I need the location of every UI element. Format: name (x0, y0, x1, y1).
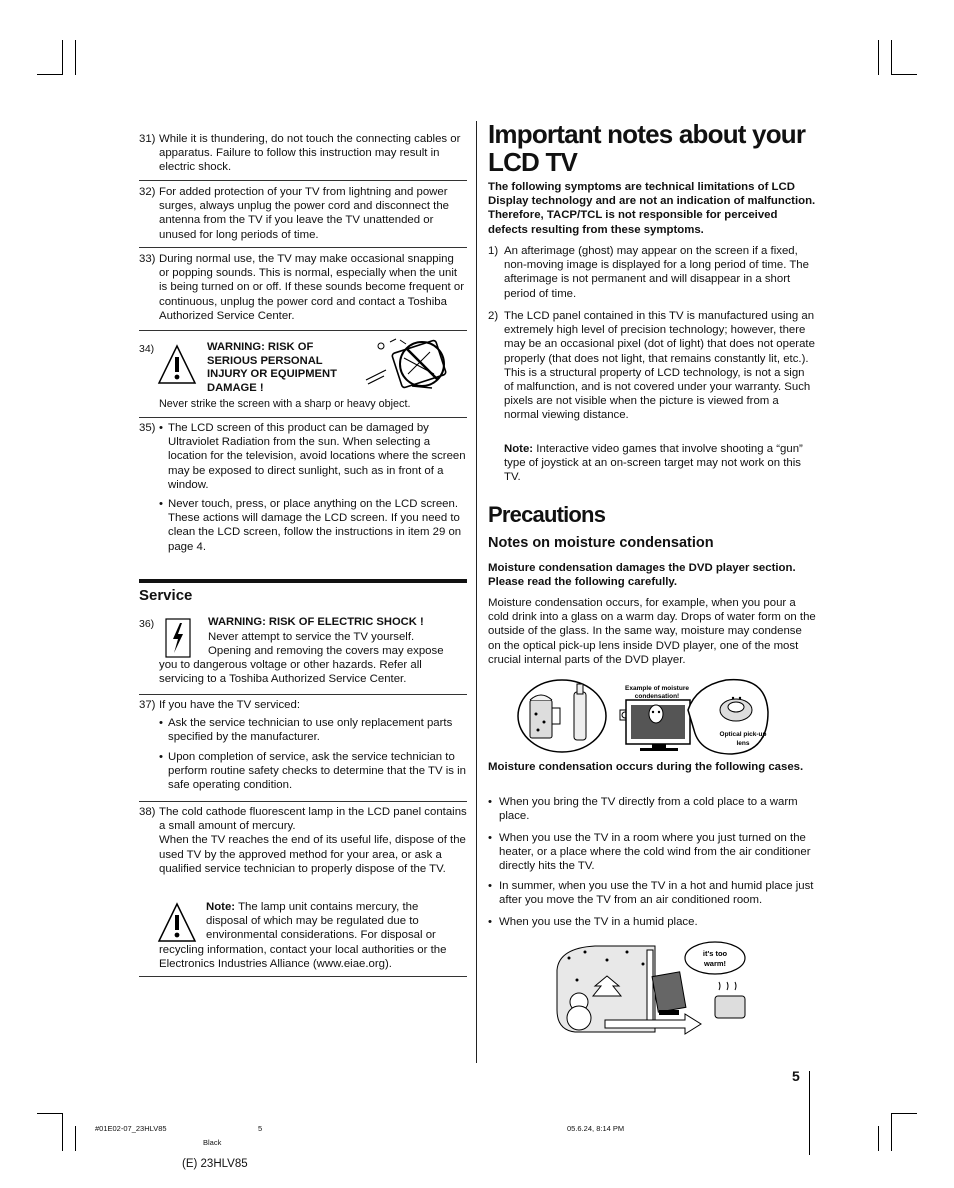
case-item: • When you use the TV in a room where you just turned on the heater, or a place where the cold wind from the air conditioner directly hits the TV. (488, 831, 816, 874)
item-number: 36) (139, 618, 155, 630)
moisture-warning: Moisture condensation damages the DVD player section. Please read the following carefully. (488, 562, 796, 589)
item-text: If you have the TV serviced: (159, 699, 300, 711)
divider (139, 180, 467, 181)
item-number: 38) (139, 806, 156, 818)
page-number: 5 (792, 1068, 800, 1084)
strike-screen-illustration (360, 336, 458, 392)
crop-mark (37, 74, 63, 75)
item-number: 34) (139, 343, 155, 355)
item-text: While it is thundering, do not touch the connecting cables or apparatus. Failure to follow this instruction may result in electric shock. (159, 133, 461, 174)
divider (139, 976, 467, 977)
item-text: Never attempt to service the TV yourself. Opening and removing the covers may expose (208, 631, 444, 658)
svg-text:condensation!: condensation! (634, 693, 680, 700)
intro-text: The following symptoms are technical limitations of LCD Display technology and are not an indication of malfunction. Therefore, TACP/TCL is not responsible for perceived defects resulting from these symptoms. (488, 181, 816, 236)
item-text: The LCD panel contained in this TV is manufactured using an extremely high level of precision technology; however, there may be an occasional pixel (dot of light) that does not operate properly (that does not light, that remains constantly lit, etc.). This is a structural property of LCD technology, is not a sign of malfunction, and is not covered under your warranty. Such pixels are not visible when the picture is viewed from a normal viewing distance. (504, 310, 815, 422)
item-text: When the TV reaches the end of its useful life, dispose of the used TV by the approved method for your area, or ask a qualified service technician to properly dispose of the TV. (159, 834, 466, 875)
footer-rule (809, 1071, 810, 1155)
crop-mark (62, 1113, 63, 1151)
svg-text:Optical pick-up: Optical pick-up (719, 731, 767, 738)
item-32 (139, 185, 467, 242)
item-31 (139, 132, 467, 175)
bullet-item: • Upon completion of service, ask the service technician to perform routine safety checks to determine that the TV is in safe operating condition. (159, 750, 467, 793)
case-item: • In summer, when you use the TV in a hot and humid place just after you move the TV from an air conditioned room. (488, 879, 816, 907)
item-number: 37) (139, 699, 156, 711)
item-number: 33) (139, 253, 156, 265)
item-text: Never strike the screen with a sharp or heavy object. (159, 398, 411, 410)
note-text: Interactive video games that involve shooting a “gun” type of joystick at an on-screen target may not work on this TV. (504, 443, 803, 484)
moisture-heading: Notes on moisture condensation (488, 535, 714, 551)
footer-page: 5 (258, 1124, 263, 1133)
item-35 (139, 421, 467, 554)
note-item-2 (488, 309, 816, 423)
note-item-1 (488, 244, 816, 301)
item-number: 2) (488, 310, 499, 322)
crop-mark (878, 1126, 879, 1151)
item-text: During normal use, the TV may make occasional snapping or popping sounds. This is normal, especially when the unit is being turned on or off. If these sounds become frequent or continuous, unplug the power cord and contact a Toshiba Authorized Service Center. (159, 253, 464, 322)
item-37 (139, 698, 467, 792)
case-item: • When you use the TV in a humid place. (488, 915, 816, 929)
item-38 (139, 805, 467, 876)
bullet-item: • Never touch, press, or place anything on the LCD screen. These actions will damage the LCD screen. If you need to clean the LCD screen, follow the instructions in item 29 on page 4. (159, 497, 467, 554)
case-item: • When you bring the TV directly from a cold place to a warm place. (488, 795, 816, 823)
footer-date: 05.6.24, 8:14 PM (567, 1124, 625, 1133)
item-33 (139, 252, 467, 323)
divider (139, 330, 467, 331)
crop-mark (891, 1113, 892, 1151)
item-number: 32) (139, 186, 156, 198)
warning-heading: WARNING: RISK OF SERIOUS PERSONAL INJURY OR EQUIPMENT DAMAGE ! (207, 341, 337, 394)
page-title: Important notes about your LCD TV (488, 119, 806, 177)
note-text: recycling information, contact your local authorities or the Electronics Industries Alliance (www.eiae.org). (159, 944, 447, 971)
condensation-illustration (516, 676, 772, 756)
warning-triangle-icon (157, 902, 197, 944)
svg-text:warm!: warm! (703, 959, 727, 968)
crop-mark (75, 40, 76, 75)
illustration-caption: Example of moisture (625, 685, 689, 692)
electric-shock-icon (165, 618, 191, 658)
note-label: Note: (206, 901, 236, 913)
crop-mark (878, 40, 879, 75)
footer-model: (E) 23HLV85 (182, 1158, 248, 1170)
svg-text:it's too: it's too (702, 949, 728, 958)
crop-mark (891, 40, 892, 75)
crop-mark (891, 74, 917, 75)
divider (139, 417, 467, 418)
footer-filename: #01E02-07_23HLV85 (95, 1124, 167, 1133)
section-rule (139, 579, 467, 583)
item-text: For added protection of your TV from lightning and power surges, always unplug the power cord and disconnect the antenna from the TV if you leave the TV unattended or unused for long periods of time. (159, 186, 450, 241)
divider (139, 247, 467, 248)
divider (139, 801, 467, 802)
note (206, 900, 462, 943)
footer-color: Black (203, 1138, 222, 1147)
note-text: The lamp unit contains mercury, the disposal of which may be regulated due to environmental considerations. For disposal or (206, 901, 436, 942)
item-text: The cold cathode fluorescent lamp in the LCD panel contains a small amount of mercury. (159, 806, 467, 833)
moisture-text: Moisture condensation occurs, for example, when you pour a cold drink into a glass on a warm day. Drops of water form on the outside of the glass. In the same way, moisture may condense on the optical pick-up lens inside DVD player, one of the most crucial internal parts of the DVD player. (488, 597, 816, 666)
item-number: 1) (488, 245, 499, 257)
divider (139, 694, 467, 695)
warning-triangle-icon (157, 344, 197, 386)
item-number: 31) (139, 133, 156, 145)
service-heading: Service (139, 587, 193, 604)
svg-text:lens: lens (736, 740, 750, 747)
crop-mark (37, 1113, 63, 1114)
note (504, 442, 816, 485)
warning-heading: WARNING: RISK OF ELECTRIC SHOCK ! (208, 616, 424, 628)
crop-mark (75, 1126, 76, 1151)
cold-to-warm-illustration (555, 940, 761, 1035)
precautions-heading: Precautions (488, 502, 606, 527)
note-label: Note: (504, 443, 534, 455)
item-text: you to dangerous voltage or other hazards. Refer all servicing to a Toshiba Authorized Service Center. (159, 659, 422, 686)
crop-mark (891, 1113, 917, 1114)
column-divider (476, 121, 477, 1063)
item-text: An afterimage (ghost) may appear on the screen if a fixed, non-moving image is displayed for a long period of time. The afterimage is not permanent and will disappear in a short period of time. (504, 245, 809, 300)
cases-heading: Moisture condensation occurs during the following cases. (488, 761, 804, 773)
item-number: 35) (139, 422, 156, 434)
crop-mark (62, 40, 63, 75)
bullet-item: • Ask the service technician to use only replacement parts specified by the manufacturer. (159, 716, 467, 744)
bullet-item: • The LCD screen of this product can be damaged by Ultraviolet Radiation from the sun. When selecting a location for the television, avoid locations where the screen may be exposed to direct sunlight, such as in front of a window. (159, 421, 467, 492)
